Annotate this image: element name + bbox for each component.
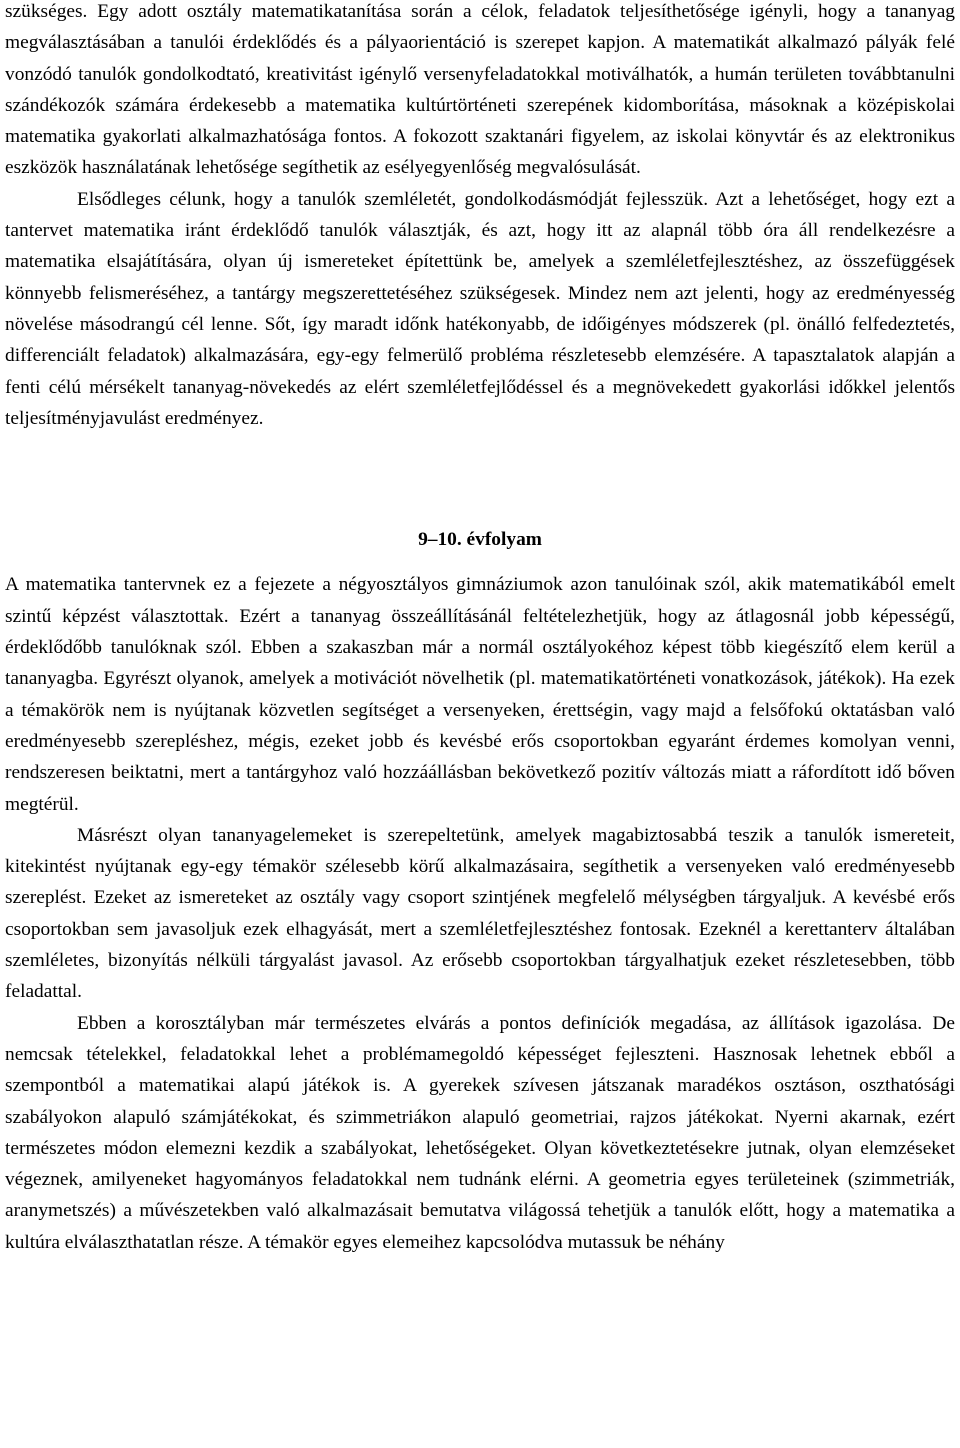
paragraph-grade-intro: A matematika tantervnek ez a fejezete a négyosztályos gimnáziumok azon tanulóinak szól, akik matematikából emelt szintű képzést választottak. Ezért a tananyag összeállításánál feltételezhetjük, hogy az átlagosnál jobb képességű, érdeklődőbb tanulóknak szól. Ebben a szakaszban már a normál osztályokéhoz képest több kiegészítő elem kerül a tananyagba. Egyrészt olyanok, amelyek a motivációt növelhetik (pl. matematikatörténeti vonatkozások, játékok). Ha ezek a témakörök nem is nyújtanak közvetlen segítséget a versenyeken, érettségin, vagy majd a felsőfokú oktatásban való eredményesebb szerepléshez, mégis, ezeket jobb és kevésbé erős csoportokban egyaránt érdemes komolyan venni, rendszeresen beiktatni, mert a tantárgyhoz való hozzáállásban bekövetkező pozitív változás miatt a ráfordított idő bőven megtérül. xyxy=(5,574,955,815)
paragraph-age-group: Ebben a korosztályban már természetes elvárás a pontos definíciók megadása, az állítások igazolása. De nemcsak tételekkel, feladatokkal lehet a problémamegoldó képességet fejleszteni. Hasznosak lehetnek ebből a szempontból a matematikai alapú játékok is. A gyerekek szívesen játszanak maradékos osztáson, oszthatósági szabályokon alapuló számjátékokat, és szimmetriákon alapuló geometriai, rajzos játékokat. Nyerni akarnak, ezért természetes módon elemezni kezdik a szabályokat, lehetőségeket. Olyan következtetésekre jutnak, olyan elemzéseket végeznek, amilyeneket hagyományos feladatokkal nem tudnánk elérni. A geometria egyes területeinek (szimmetriák, aranymetszés) a művészetekben való alkalmazásait bemutatva világossá tehetjük a tanulók előtt, hogy a matematika a kultúra elválaszthatatlan része. A témakör egyes elemeihez kapcsolódva mutassuk be néhány xyxy=(5,1012,955,1253)
section-heading: 9–10. évfolyam xyxy=(418,529,542,551)
document-page xyxy=(5,0,955,1258)
paragraph-curriculum-elements: Másrészt olyan tananyagelemeket is szerepeltetünk, amelyek magabiztosabbá teszik a tanulók ismereteit, kitekintést nyújtanak egy-egy témakör szélesebb körű alkalmazásaira, segíthetik a versenyeken való eredményesebb szereplést. Ezeket az ismereteket az osztály vagy csoport szintjének megfelelő mélységben tárgyaljuk. A kevésbé erős csoportokban sem javasoljuk ezek elhagyását, mert a szemléletfejlesztéshez fontosak. Ezeknél a kerettanterv általában szemléletes, bizonyítás nélküli tárgyalást javasol. Az erősebb csoportokban tárgyalhatjuk ezeket részletesebben, több feladattal. xyxy=(5,824,955,1003)
paragraph-primary-goal: Elsődleges célunk, hogy a tanulók szemléletét, gondolkodásmódját fejlesszük. Azt a lehetőséget, hogy ezt a tantervet matematika iránt érdeklődő tanulók választják, és azt, hogy itt az alapnál több óra áll rendelkezésre a matematika elsajátítására, olyan új ismereteket építettünk be, amelyek a szemléletfejlesztéshez, az összefüggések könnyebb felismeréséhez, a tantárgy megszerettetéséhez szükségesek. Mindez nem azt jelenti, hogy az eredményesség növelése másodrangú cél lenne. Sőt, így maradt időnk hatékonyabb, de időigényes módszerek (pl. önálló felfedeztetés, differenciált feladatok) alkalmazására, egy-egy felmerülő probléma részletesebb elemzésére. A tapasztalatok alapján a fenti célú mérsékelt tananyag-növekedés az elért szemléletfejlődéssel és a megnövekedett gyakorlási időkkel jelentős teljesítményjavulást eredményez. xyxy=(5,188,955,429)
paragraph-intro: szükséges. Egy adott osztály matematikatanítása során a célok, feladatok teljesíthetősége igényli, hogy a tananyag megválasztásában a tanulói érdeklődés és a pályaorientáció is szerepet kapjon. A matematikát alkalmazó pályák felé vonzódó tanulók gondolkodtató, kreativitást igénylő versenyfeladatokkal motiválhatók, a humán területen továbbtanulni szándékozók számára érdekesebb a matematika kultúrtörténeti szerepének kidomborítása, másoknak a középiskolai matematika gyakorlati alkalmazhatósága fontos. A fokozott szaktanári figyelem, az iskolai könyvtár és az elektronikus eszközök használatának lehetősége segíthetik az esélyegyenlőség megvalósulását. xyxy=(5,1,955,179)
